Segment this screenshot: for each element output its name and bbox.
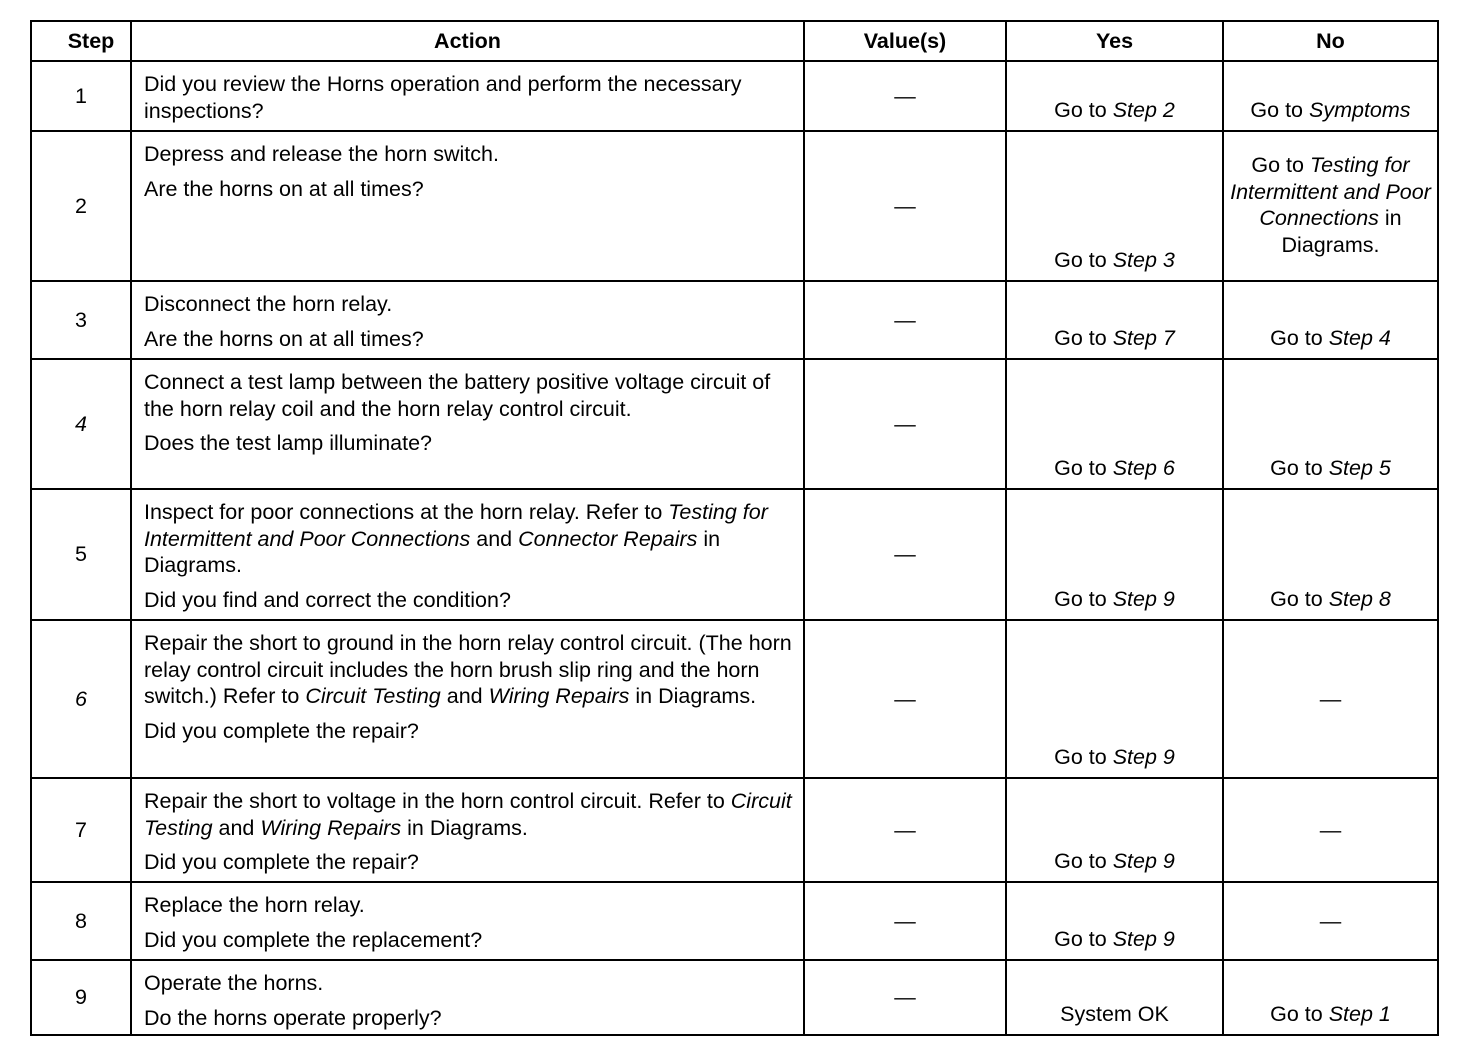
action-question: Are the horns on at all times? [144, 326, 424, 351]
value-cell: — [804, 359, 1006, 489]
action-text: Operate the horns. [144, 971, 324, 995]
yes-link[interactable]: Step 9 [1112, 926, 1175, 951]
yes-cell [1006, 131, 1223, 281]
table-row [31, 281, 1438, 359]
action-tail: in Diagrams. [407, 815, 528, 840]
yes-prefix: Go to [1054, 848, 1107, 873]
action-cell [131, 620, 804, 778]
action-and: and [446, 684, 483, 708]
value-cell: — [804, 960, 1006, 1035]
action-text-lead: Repair the short to ground in the horn relay control circuit. (The horn relay control circuit includes the horn brush slip ring and the horn switch.) Refer to [144, 631, 792, 708]
action-text: Disconnect the horn relay. [144, 292, 393, 316]
step-number: 3 [31, 281, 131, 359]
value-cell: — [804, 882, 1006, 960]
yes-prefix: Go to [1054, 247, 1107, 272]
value-cell: — [804, 778, 1006, 882]
no-prefix: Go to [1270, 455, 1323, 480]
no-link[interactable]: Step 5 [1328, 455, 1391, 480]
action-question: Did you complete the replacement? [144, 927, 483, 952]
table-row [31, 960, 1438, 1035]
action-question: Are the horns on at all times? [144, 176, 424, 201]
no-prefix: Go to [1250, 97, 1304, 122]
no-link[interactable]: Step 8 [1328, 586, 1391, 611]
step-number: 4 [31, 359, 131, 489]
action-text [144, 630, 793, 710]
value-cell: — [804, 61, 1006, 131]
no-cell [1223, 131, 1438, 281]
no-prefix: Go to [1270, 586, 1323, 611]
action-and: and [476, 526, 513, 551]
no-link[interactable]: Step 4 [1328, 325, 1391, 350]
step-number: 6 [31, 620, 131, 778]
no-prefix: Go to [1270, 325, 1323, 350]
action-ref-link[interactable]: Circuit Testing [305, 684, 441, 708]
action-question: Did you find and correct the condition? [144, 587, 511, 612]
step-number: 5 [31, 489, 131, 620]
yes-cell: System OK [1006, 960, 1223, 1035]
action-text [144, 499, 793, 579]
diagnostic-table [30, 20, 1439, 1036]
action-cell [131, 489, 804, 620]
no-prefix: Go to [1270, 1001, 1323, 1026]
action-and: and [218, 815, 255, 840]
no-suffix: in Diagrams. [1281, 206, 1402, 257]
value-cell: — [804, 131, 1006, 281]
action-text: Replace the horn relay. [144, 893, 365, 917]
action-text: Did you review the Horns operation and perform the necessary inspections? [144, 72, 742, 123]
yes-cell [1006, 281, 1223, 359]
step-number: 9 [31, 960, 131, 1035]
action-tail: in Diagrams. [144, 526, 721, 577]
value-cell: — [804, 489, 1006, 620]
no-cell: — [1223, 778, 1438, 882]
yes-link[interactable]: Step 9 [1112, 586, 1175, 611]
header-row [31, 21, 1438, 61]
action-cell [131, 359, 804, 489]
table-row [31, 359, 1438, 489]
step-number: 7 [31, 778, 131, 882]
yes-prefix: Go to [1054, 744, 1107, 769]
action-cell [131, 131, 804, 281]
action-cell [131, 281, 804, 359]
action-text-lead: Repair the short to voltage in the horn control circuit. Refer to [144, 789, 725, 813]
table-row [31, 61, 1438, 131]
table-row [31, 489, 1438, 620]
yes-prefix: Go to [1054, 586, 1107, 611]
step-number: 2 [31, 131, 131, 281]
yes-cell [1006, 882, 1223, 960]
yes-cell [1006, 620, 1223, 778]
step-number: 1 [31, 61, 131, 131]
action-ref-link[interactable]: Wiring Repairs [260, 815, 402, 840]
yes-prefix: Go to [1054, 325, 1107, 350]
yes-link[interactable]: Step 9 [1112, 744, 1175, 769]
yes-link[interactable]: Step 2 [1112, 97, 1175, 122]
yes-prefix: Go to [1054, 926, 1107, 951]
action-cell [131, 778, 804, 882]
action-text: Connect a test lamp between the battery positive voltage circuit of the horn relay coil and the horn relay control circuit. [144, 370, 771, 421]
header-action: Action [131, 21, 804, 61]
yes-link[interactable]: Step 3 [1112, 247, 1175, 272]
yes-link[interactable]: Step 9 [1112, 848, 1175, 873]
yes-prefix: Go to [1054, 455, 1107, 480]
no-link[interactable]: Step 1 [1328, 1001, 1391, 1026]
yes-cell [1006, 778, 1223, 882]
value-cell: — [804, 620, 1006, 778]
action-text: Depress and release the horn switch. [144, 142, 499, 166]
no-cell: — [1223, 620, 1438, 778]
no-link[interactable]: Testing for Intermittent and Poor Connections [1230, 153, 1431, 230]
step-number: 8 [31, 882, 131, 960]
no-cell: — [1223, 882, 1438, 960]
action-ref-link[interactable]: Connector Repairs [518, 526, 698, 551]
no-cell [1223, 960, 1438, 1035]
header-step: Step [31, 21, 131, 61]
no-cell [1223, 61, 1438, 131]
action-ref-link[interactable]: Circuit Testing [144, 789, 792, 840]
action-ref-link[interactable]: Wiring Repairs [488, 684, 630, 708]
action-tail: in Diagrams. [635, 684, 757, 708]
table-row [31, 620, 1438, 778]
action-question: Do the horns operate properly? [144, 1005, 442, 1030]
header-values: Value(s) [804, 21, 1006, 61]
action-cell [131, 960, 804, 1035]
header-yes: Yes [1006, 21, 1223, 61]
yes-link[interactable]: Step 7 [1112, 325, 1175, 350]
yes-cell [1006, 61, 1223, 131]
action-ref-link[interactable]: Testing for Intermittent and Poor Connections [144, 500, 768, 551]
value-cell: — [804, 281, 1006, 359]
action-cell [131, 61, 804, 131]
no-prefix: Go to [1251, 153, 1304, 177]
action-cell [131, 882, 804, 960]
header-no: No [1223, 21, 1438, 61]
action-question: Did you complete the repair? [144, 718, 419, 743]
action-text-lead: Inspect for poor connections at the horn relay. Refer to [144, 500, 663, 524]
no-cell [1223, 359, 1438, 489]
yes-link[interactable]: Step 6 [1112, 455, 1175, 480]
no-link[interactable]: Symptoms [1309, 97, 1411, 122]
table-row [31, 778, 1438, 882]
yes-prefix: Go to [1054, 97, 1107, 122]
action-question: Did you complete the repair? [144, 850, 419, 874]
action-text [144, 788, 793, 841]
table-row [31, 131, 1438, 281]
yes-cell [1006, 359, 1223, 489]
no-cell [1223, 281, 1438, 359]
no-cell [1223, 489, 1438, 620]
table-row [31, 882, 1438, 960]
action-question: Does the test lamp illuminate? [144, 431, 433, 455]
yes-cell [1006, 489, 1223, 620]
